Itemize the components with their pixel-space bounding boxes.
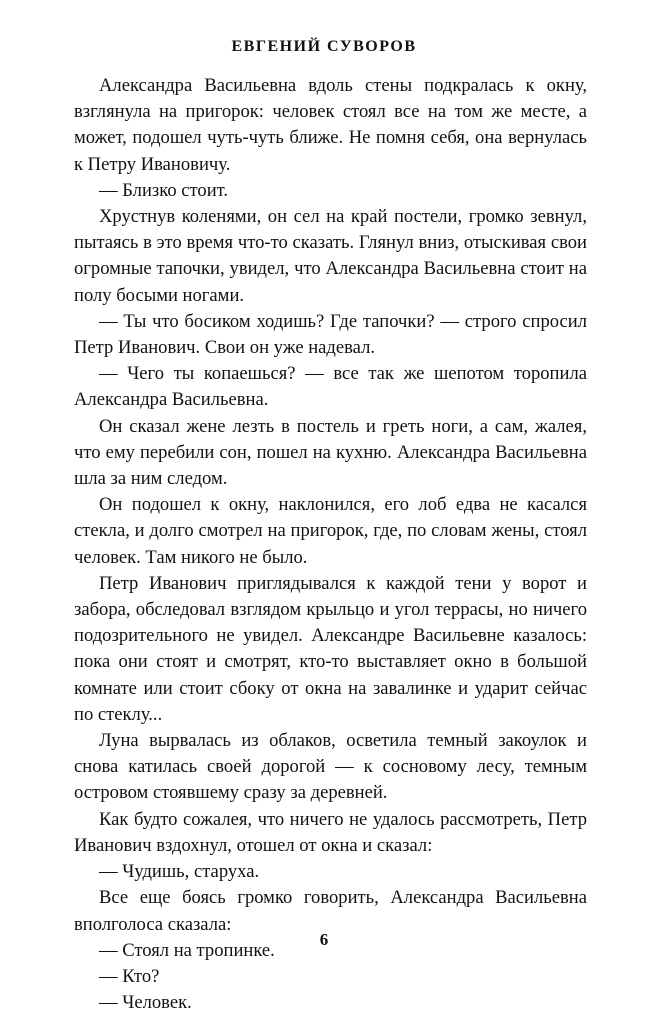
paragraph: Петр Иванович приглядывался к каждой тени у ворот и забора, обследовал взглядом крыльцо и угол террасы, но ничего подозрительного не увидел. Александре Васильевне казалось: пока они стоят и смотрят, кто-то выставляет окно в большой комнате или стоит сбоку от окна на завалинке и ударит сейчас по стеклу... [74,572,587,725]
paragraph: — Чего ты копаешься? — все так же шепотом торопила Александра Васильевна. [74,363,587,411]
paragraph: Он подошел к окну, наклонился, его лоб едва не касался стекла, и долго смотрел на пригорок, где, по словам жены, стоял человек. Там никого не было. [74,494,587,568]
paragraph: Хрустнув коленями, он сел на край постели, громко зевнул, пытаясь в это время что-то сказать. Глянул вниз, отыскивая свои огромные тапочки, увидел, что Александра Васильевна стоит на полу босыми ногами. [74,206,587,306]
paragraph: Александра Васильевна вдоль стены подкралась к окну, взглянула на пригорок: человек стоял все на том же месте, а может, подошел чуть-чуть ближе. Не помня себя, она вернулась к Петру Ивановичу. [74,75,587,175]
page-number: 6 [319,930,329,949]
paragraph: Все еще боясь громко говорить, Александра Васильевна вполголоса сказала: [74,887,587,935]
paragraph: Он сказал жене лезть в постель и греть ноги, а сам, жалея, что ему перебили сон, пошел на кухню. Александра Васильевна шла за ним следом. [74,415,587,490]
paragraph: Как будто сожалея, что ничего не удалось рассмотреть, Петр Иванович вздохнул, отошел от окна и сказал: [74,808,587,856]
paragraph: — Ты что босиком ходишь? Где тапочки? — строго спросил Петр Иванович. Свои он уже надевал. [74,310,587,359]
paragraph: — Кто? [99,965,160,987]
running-head-author: ЕВГЕНИЙ СУВОРОВ [231,38,417,55]
paragraph: Луна вырвалась из облаков, осветила темный закоулок и снова катилась своей дорогой — к сосновому лесу, темным островом стоявшему сразу за деревней. [74,730,587,804]
paragraph: — Человек. [99,992,192,1014]
body-text [74,73,587,1016]
paragraph: — Близко стоит. [99,179,229,201]
paragraph: — Чудишь, старуха. [99,861,260,883]
paragraph: — Стоял на тропинке. [99,939,275,961]
